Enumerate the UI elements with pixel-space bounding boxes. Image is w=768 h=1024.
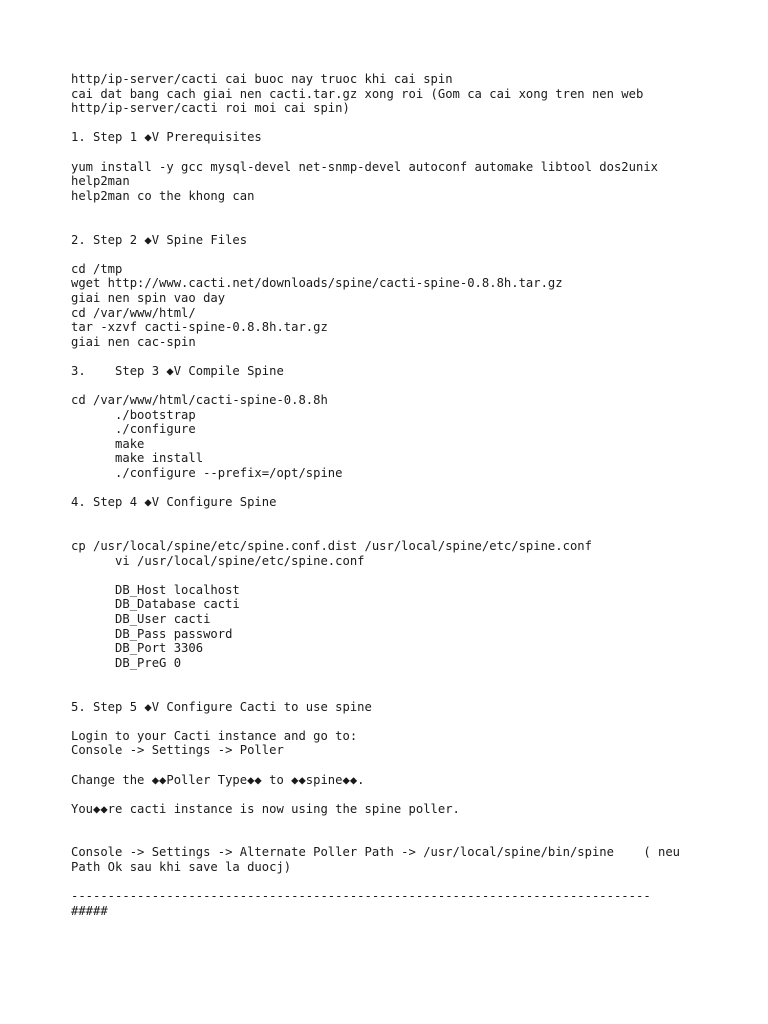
document-line: DB_User cacti bbox=[71, 611, 211, 626]
document-line bbox=[71, 203, 731, 218]
document-line: cd /var/www/html/ bbox=[71, 305, 196, 320]
document-line: http/ip-server/cacti roi moi cai spin) bbox=[71, 101, 350, 116]
document-line: 4. Step 4 ◆V Configure Spine bbox=[71, 495, 277, 510]
document-line bbox=[71, 758, 731, 773]
document-line: Console -> Settings -> Alternate Poller Path -> /usr/local/spine/bin/spine ( neu bbox=[71, 845, 681, 860]
document-line: wget http://www.cacti.net/downloads/spine/cacti-spine-0.8.8h.tar.gz bbox=[71, 276, 563, 291]
document-line: 3. Step 3 ◆V Compile Spine bbox=[71, 363, 284, 378]
document-line: DB_PreG 0 bbox=[71, 655, 182, 670]
document-line bbox=[71, 787, 731, 802]
document-line bbox=[71, 524, 731, 539]
document-line: DB_Host localhost bbox=[71, 582, 240, 597]
document-text-body bbox=[71, 72, 731, 918]
document-line: help2man bbox=[71, 174, 130, 189]
document-line bbox=[71, 875, 731, 890]
document-line bbox=[71, 116, 731, 131]
document-line: ##### bbox=[71, 903, 108, 918]
document-line: DB_Pass password bbox=[71, 626, 233, 641]
document-line: http/ip-server/cacti cai buoc nay truoc khi cai spin bbox=[71, 72, 453, 86]
document-line: ./bootstrap bbox=[71, 407, 196, 422]
document-line: You◆◆re cacti instance is now using the spine poller. bbox=[71, 801, 460, 816]
document-line: help2man co the khong can bbox=[71, 188, 255, 203]
document-line: ------------------------------------------------------------------------------- bbox=[71, 889, 651, 904]
document-line bbox=[71, 670, 731, 685]
document-line: giai nen cac-spin bbox=[71, 334, 196, 349]
document-line bbox=[71, 510, 731, 525]
document-line: cd /var/www/html/cacti-spine-0.8.8h bbox=[71, 393, 328, 408]
document-line bbox=[71, 378, 731, 393]
document-line bbox=[71, 831, 731, 846]
document-line: DB_Port 3306 bbox=[71, 641, 204, 656]
document-line: Change the ◆◆Poller Type◆◆ to ◆◆spine◆◆. bbox=[71, 772, 365, 787]
document-line: Console -> Settings -> Poller bbox=[71, 743, 284, 758]
document-line: 2. Step 2 ◆V Spine Files bbox=[71, 232, 248, 247]
document-line: make bbox=[71, 436, 145, 451]
document-line bbox=[71, 481, 731, 496]
document-line: vi /usr/local/spine/etc/spine.conf bbox=[71, 553, 365, 568]
document-line: cp /usr/local/spine/etc/spine.conf.dist /usr/local/spine/etc/spine.conf bbox=[71, 539, 592, 553]
document-line: cd /tmp bbox=[71, 261, 123, 276]
document-line: DB_Database cacti bbox=[71, 597, 240, 612]
document-line bbox=[71, 218, 731, 233]
document-line: giai nen spin vao day bbox=[71, 290, 226, 305]
document-line: cai dat bang cach giai nen cacti.tar.gz xong roi (Gom ca cai xong tren nen web bbox=[71, 86, 644, 101]
document-line: yum install -y gcc mysql-devel net-snmp-devel autoconf automake libtool dos2unix bbox=[71, 159, 658, 174]
document-line bbox=[71, 247, 731, 262]
document-line: make install bbox=[71, 451, 204, 466]
document-line bbox=[71, 349, 731, 364]
document-line bbox=[71, 568, 731, 583]
document-line: ./configure bbox=[71, 422, 196, 437]
document-line bbox=[71, 714, 731, 729]
document-line: Path Ok sau khi save la duocj) bbox=[71, 860, 292, 875]
document-line: 1. Step 1 ◆V Prerequisites bbox=[71, 130, 262, 145]
document-line bbox=[71, 145, 731, 160]
document-line bbox=[71, 685, 731, 700]
document-line: Login to your Cacti instance and go to: bbox=[71, 728, 358, 743]
document-line: tar -xzvf cacti-spine-0.8.8h.tar.gz bbox=[71, 320, 328, 335]
document-line: 5. Step 5 ◆V Configure Cacti to use spine bbox=[71, 699, 372, 714]
document-line bbox=[71, 816, 731, 831]
document-line: ./configure --prefix=/opt/spine bbox=[71, 466, 343, 481]
